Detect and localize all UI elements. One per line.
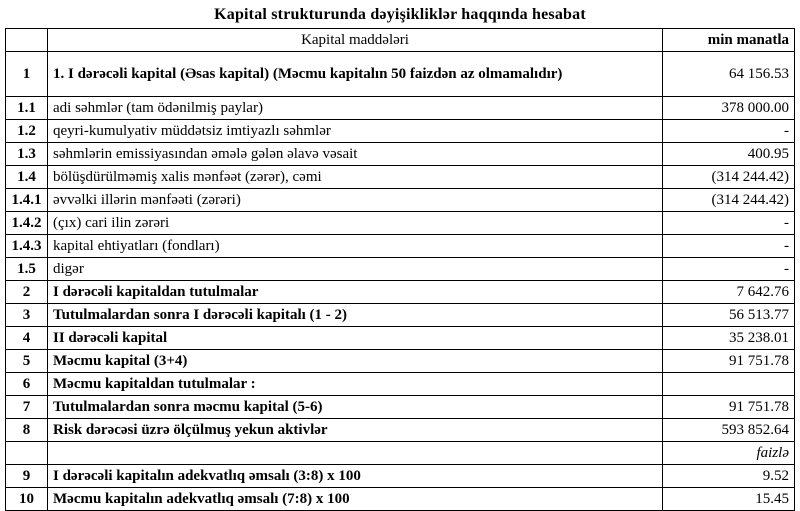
row-number: 1.1 [6,97,48,120]
row-value: 35 238.01 [663,327,795,350]
row-label: səhmlərin emissiyasından əmələ gələn əlavə vəsait [48,143,663,166]
report-table-body [6,29,795,511]
row-number: 1.4.2 [6,212,48,235]
capital-structure-table [5,28,795,511]
row-label: adi səhmlər (tam ödənilmiş paylar) [48,97,663,120]
table-row [6,166,795,189]
row-value: (314 244.42) [663,189,795,212]
row-value: 91 751.78 [663,350,795,373]
row-label: (çıx) cari ilin zərəri [48,212,663,235]
table-row [6,396,795,419]
row-label: digər [48,258,663,281]
table-row [6,281,795,304]
row-value: 56 513.77 [663,304,795,327]
table-row [6,97,795,120]
table-row [6,442,795,465]
header-row [6,29,795,52]
row-label: Məcmu kapitaldan tutulmalar : [48,373,663,396]
row-number: 1.2 [6,120,48,143]
row-number: 1.4.3 [6,235,48,258]
table-row [6,258,795,281]
row-value: - [663,235,795,258]
row-value: 593 852.64 [663,419,795,442]
row-number: 9 [6,465,48,488]
table-row [6,419,795,442]
row-number: 1 [6,52,48,97]
row-label: qeyri-kumulyativ müddətsiz imtiyazlı səhmlər [48,120,663,143]
row-label [48,442,663,465]
table-row [6,235,795,258]
table-row [6,189,795,212]
row-value: 91 751.78 [663,396,795,419]
row-value: 15.45 [663,488,795,511]
row-label: I dərəcəli kapitalın adekvatlıq əmsalı (3:8) x 100 [48,465,663,488]
table-row [6,373,795,396]
report-title: Kapital strukturunda dəyişikliklər haqqında hesabat [214,6,586,23]
row-value: (314 244.42) [663,166,795,189]
row-value: - [663,212,795,235]
row-number: 1.3 [6,143,48,166]
row-value: - [663,120,795,143]
header-empty-cell [6,29,48,52]
row-value: 7 642.76 [663,281,795,304]
header-unit-label: min manatla [663,29,795,52]
row-number: 1.4 [6,166,48,189]
table-row [6,212,795,235]
row-number: 7 [6,396,48,419]
table-row [6,488,795,511]
row-value: - [663,258,795,281]
table-row [6,350,795,373]
row-number [6,442,48,465]
row-number: 2 [6,281,48,304]
row-number: 10 [6,488,48,511]
row-value: 378 000.00 [663,97,795,120]
table-row [6,52,795,97]
table-row [6,304,795,327]
row-number: 8 [6,419,48,442]
row-value: 9.52 [663,465,795,488]
row-number: 5 [6,350,48,373]
row-value: 400.95 [663,143,795,166]
row-number: 1.4.1 [6,189,48,212]
row-label: Risk dərəcəsi üzrə ölçülmuş yekun aktivlər [48,419,663,442]
row-label: Məcmu kapital (3+4) [48,350,663,373]
row-label: Tutulmalardan sonra məcmu kapital (5-6) [48,396,663,419]
header-items-label: Kapital maddələri [48,29,663,52]
row-label: kapital ehtiyatları (fondları) [48,235,663,258]
row-number: 6 [6,373,48,396]
row-value [663,373,795,396]
row-label: bölüşdürülməmiş xalis mənfəət (zərər), cəmi [48,166,663,189]
row-label: Tutulmalardan sonra I dərəcəli kapitalı (1 - 2) [48,304,663,327]
table-row [6,465,795,488]
table-row [6,120,795,143]
row-number: 3 [6,304,48,327]
row-label: II dərəcəli kapital [48,327,663,350]
row-value: 64 156.53 [663,52,795,97]
row-label: əvvəlki illərin mənfəəti (zərəri) [48,189,663,212]
row-label: I dərəcəli kapitaldan tutulmalar [48,281,663,304]
table-row [6,143,795,166]
row-label: Məcmu kapitalın adekvatlıq əmsalı (7:8) x 100 [48,488,663,511]
row-label: 1. I dərəcəli kapital (Əsas kapital) (Məcmu kapitalın 50 faizdən az olmamalıdır) [48,52,663,97]
row-value: faizlə [663,442,795,465]
table-row [6,327,795,350]
row-number: 4 [6,327,48,350]
row-number: 1.5 [6,258,48,281]
